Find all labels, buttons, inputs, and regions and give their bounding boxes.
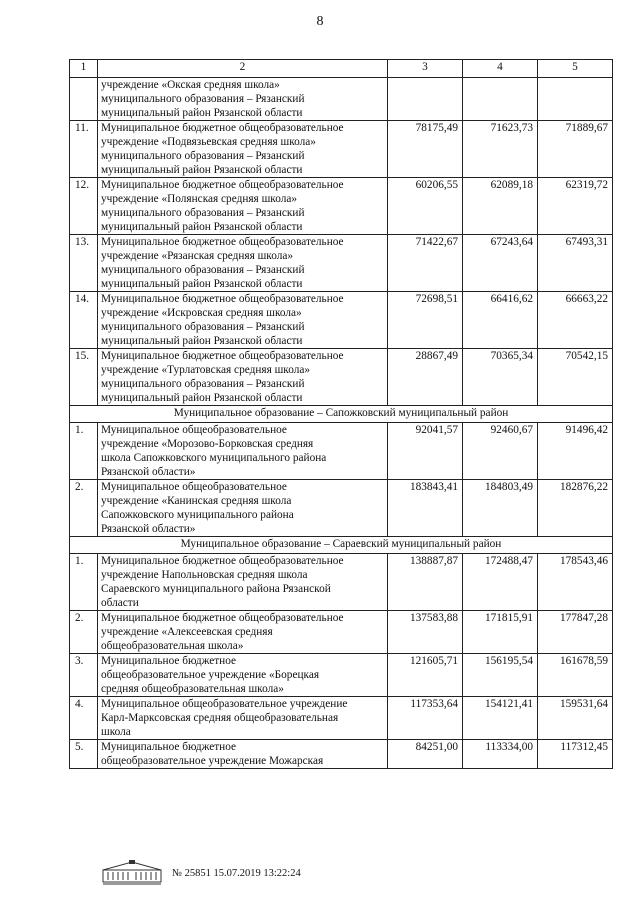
institution-name-line: области — [101, 597, 139, 609]
table-row — [70, 697, 613, 740]
value-col-4: 113334,00 — [463, 740, 538, 769]
institution-name-line: Сапожковского муниципального района — [101, 509, 294, 521]
institution-name-line: учреждение «Полянская средняя школа» — [101, 193, 297, 205]
value-col-5: 161678,59 — [538, 654, 613, 697]
section-row — [70, 406, 613, 423]
table-row — [70, 740, 613, 769]
header-col-1: 1 — [70, 60, 98, 78]
header-col-4: 4 — [463, 60, 538, 78]
institution-name-line: Муниципальное бюджетное общеобразовательное — [101, 612, 344, 624]
table-row — [70, 654, 613, 697]
table-body — [70, 60, 613, 769]
value-col-4 — [463, 78, 538, 121]
row-number: 13. — [70, 235, 98, 292]
institution-name-line: Муниципальное бюджетное — [101, 655, 237, 667]
value-col-4: 156195,54 — [463, 654, 538, 697]
value-col-3: 78175,49 — [388, 121, 463, 178]
value-col-3: 84251,00 — [388, 740, 463, 769]
institution-name-line: школа — [101, 726, 131, 738]
institution-name — [98, 740, 388, 769]
institution-name-line: учреждение «Окская средняя школа» — [101, 79, 280, 91]
value-col-3: 138887,87 — [388, 554, 463, 611]
value-col-5: 182876,22 — [538, 480, 613, 537]
value-col-4: 172488,47 — [463, 554, 538, 611]
value-col-3: 137583,88 — [388, 611, 463, 654]
institution-name-line: Муниципальное общеобразовательное учреждение — [101, 698, 348, 710]
page-number: 8 — [316, 14, 324, 29]
header-col-2: 2 — [98, 60, 388, 78]
value-col-5: 62319,72 — [538, 178, 613, 235]
value-col-3: 92041,57 — [388, 423, 463, 480]
table-header-row — [70, 60, 613, 78]
institution-name-line: Муниципальное бюджетное общеобразовательное — [101, 555, 344, 567]
value-col-3: 60206,55 — [388, 178, 463, 235]
data-table — [69, 59, 613, 769]
table-row — [70, 349, 613, 406]
value-col-3 — [388, 78, 463, 121]
table-row — [70, 423, 613, 480]
value-col-3: 117353,64 — [388, 697, 463, 740]
institution-name — [98, 697, 388, 740]
institution-name — [98, 349, 388, 406]
institution-name-line: Муниципальное бюджетное общеобразовательное — [101, 350, 344, 362]
institution-name-line: муниципального образования – Рязанский — [101, 207, 305, 219]
header-col-3: 3 — [388, 60, 463, 78]
institution-name-line: муниципальный район Рязанской области — [101, 164, 303, 176]
institution-name-line: муниципального образования – Рязанский — [101, 93, 305, 105]
table-row — [70, 554, 613, 611]
table-row — [70, 235, 613, 292]
institution-name-line: учреждение «Алексеевская средняя — [101, 626, 273, 638]
institution-name — [98, 611, 388, 654]
value-col-5: 117312,45 — [538, 740, 613, 769]
table-row — [70, 121, 613, 178]
institution-name-line: Карл-Марксовская средняя общеобразовательная — [101, 712, 339, 724]
row-number: 3. — [70, 654, 98, 697]
value-col-4: 70365,34 — [463, 349, 538, 406]
institution-name — [98, 235, 388, 292]
institution-name-line: муниципальный район Рязанской области — [101, 392, 303, 404]
institution-name-line: Рязанской области» — [101, 466, 196, 478]
institution-name-line: Муниципальное общеобразовательное — [101, 424, 287, 436]
institution-name-line: Сараевского муниципального района Рязанской — [101, 583, 331, 595]
section-title: Муниципальное образование – Сараевский муниципальный район — [70, 537, 613, 554]
row-number: 1. — [70, 554, 98, 611]
institution-name-line: средняя общеобразовательная школа» — [101, 683, 284, 695]
row-number: 4. — [70, 697, 98, 740]
row-number — [70, 78, 98, 121]
value-col-5: 178543,46 — [538, 554, 613, 611]
institution-name-line: учреждение «Рязанская средняя школа» — [101, 250, 294, 262]
institution-name-line: муниципального образования – Рязанский — [101, 378, 305, 390]
institution-name-line: муниципального образования – Рязанский — [101, 264, 305, 276]
table-row — [70, 292, 613, 349]
value-col-4: 184803,49 — [463, 480, 538, 537]
institution-name-line: школа Сапожковского муниципального района — [101, 452, 327, 464]
institution-name-line: Муниципальное бюджетное общеобразовательное — [101, 122, 344, 134]
value-col-5: 159531,64 — [538, 697, 613, 740]
institution-name-line: Муниципальное общеобразовательное — [101, 481, 287, 493]
institution-name-line: учреждение «Канинская средняя школа — [101, 495, 292, 507]
value-col-4: 71623,73 — [463, 121, 538, 178]
row-number: 2. — [70, 611, 98, 654]
institution-name — [98, 423, 388, 480]
institution-name — [98, 554, 388, 611]
institution-name-line: учреждение «Подвязьевская средняя школа» — [101, 136, 316, 148]
value-col-4: 62089,18 — [463, 178, 538, 235]
row-number: 12. — [70, 178, 98, 235]
value-col-4: 171815,91 — [463, 611, 538, 654]
institution-name-line: Муниципальное бюджетное общеобразовательное — [101, 293, 344, 305]
value-col-4: 92460,67 — [463, 423, 538, 480]
value-col-5: 66663,22 — [538, 292, 613, 349]
institution-name-line: учреждение Напольновская средняя школа — [101, 569, 308, 581]
institution-name-line: муниципального образования – Рязанский — [101, 321, 305, 333]
table-row — [70, 480, 613, 537]
header-col-5: 5 — [538, 60, 613, 78]
institution-name-line: общеобразовательная школа» — [101, 640, 244, 652]
institution-name — [98, 121, 388, 178]
table-row — [70, 78, 613, 121]
value-col-5: 177847,28 — [538, 611, 613, 654]
table-row — [70, 611, 613, 654]
row-number: 15. — [70, 349, 98, 406]
institution-name — [98, 480, 388, 537]
institution-name-line: Муниципальное бюджетное общеобразовательное — [101, 179, 344, 191]
row-number: 11. — [70, 121, 98, 178]
section-title: Муниципальное образование – Сапожковский муниципальный район — [70, 406, 613, 423]
row-number: 14. — [70, 292, 98, 349]
value-col-3: 28867,49 — [388, 349, 463, 406]
value-col-4: 154121,41 — [463, 697, 538, 740]
value-col-3: 72698,51 — [388, 292, 463, 349]
institution-name-line: общеобразовательное учреждение «Борецкая — [101, 669, 320, 681]
value-col-5: 70542,15 — [538, 349, 613, 406]
institution-name-line: Муниципальное бюджетное — [101, 741, 237, 753]
institution-name-line: муниципальный район Рязанской области — [101, 221, 303, 233]
institution-name — [98, 292, 388, 349]
value-col-4: 67243,64 — [463, 235, 538, 292]
section-row — [70, 537, 613, 554]
institution-name-line: муниципальный район Рязанской области — [101, 278, 303, 290]
row-number: 2. — [70, 480, 98, 537]
institution-name-line: Муниципальное бюджетное общеобразовательное — [101, 236, 344, 248]
value-col-5 — [538, 78, 613, 121]
row-number: 5. — [70, 740, 98, 769]
institution-name-line: Рязанской области» — [101, 523, 196, 535]
value-col-3: 121605,71 — [388, 654, 463, 697]
row-number: 1. — [70, 423, 98, 480]
value-col-5: 91496,42 — [538, 423, 613, 480]
institution-name-line: муниципальный район Рязанской области — [101, 107, 303, 119]
value-col-3: 71422,67 — [388, 235, 463, 292]
institution-name-line: муниципального образования – Рязанский — [101, 150, 305, 162]
institution-name — [98, 654, 388, 697]
value-col-3: 183843,41 — [388, 480, 463, 537]
registration-stamp: № 25851 15.07.2019 13:22:24 — [172, 868, 301, 879]
institution-name — [98, 178, 388, 235]
institution-name-line: муниципальный район Рязанской области — [101, 335, 303, 347]
value-col-4: 66416,62 — [463, 292, 538, 349]
value-col-5: 71889,67 — [538, 121, 613, 178]
institution-name-line: учреждение «Искровская средняя школа» — [101, 307, 302, 319]
value-col-5: 67493,31 — [538, 235, 613, 292]
building-emblem-icon — [102, 860, 162, 886]
institution-name-line: учреждение «Морозово-Борковская средняя — [101, 438, 314, 450]
institution-name-line: общеобразовательное учреждение Можарская — [101, 755, 324, 767]
institution-name — [98, 78, 388, 121]
institution-name-line: учреждение «Турлатовская средняя школа» — [101, 364, 311, 376]
table-row — [70, 178, 613, 235]
